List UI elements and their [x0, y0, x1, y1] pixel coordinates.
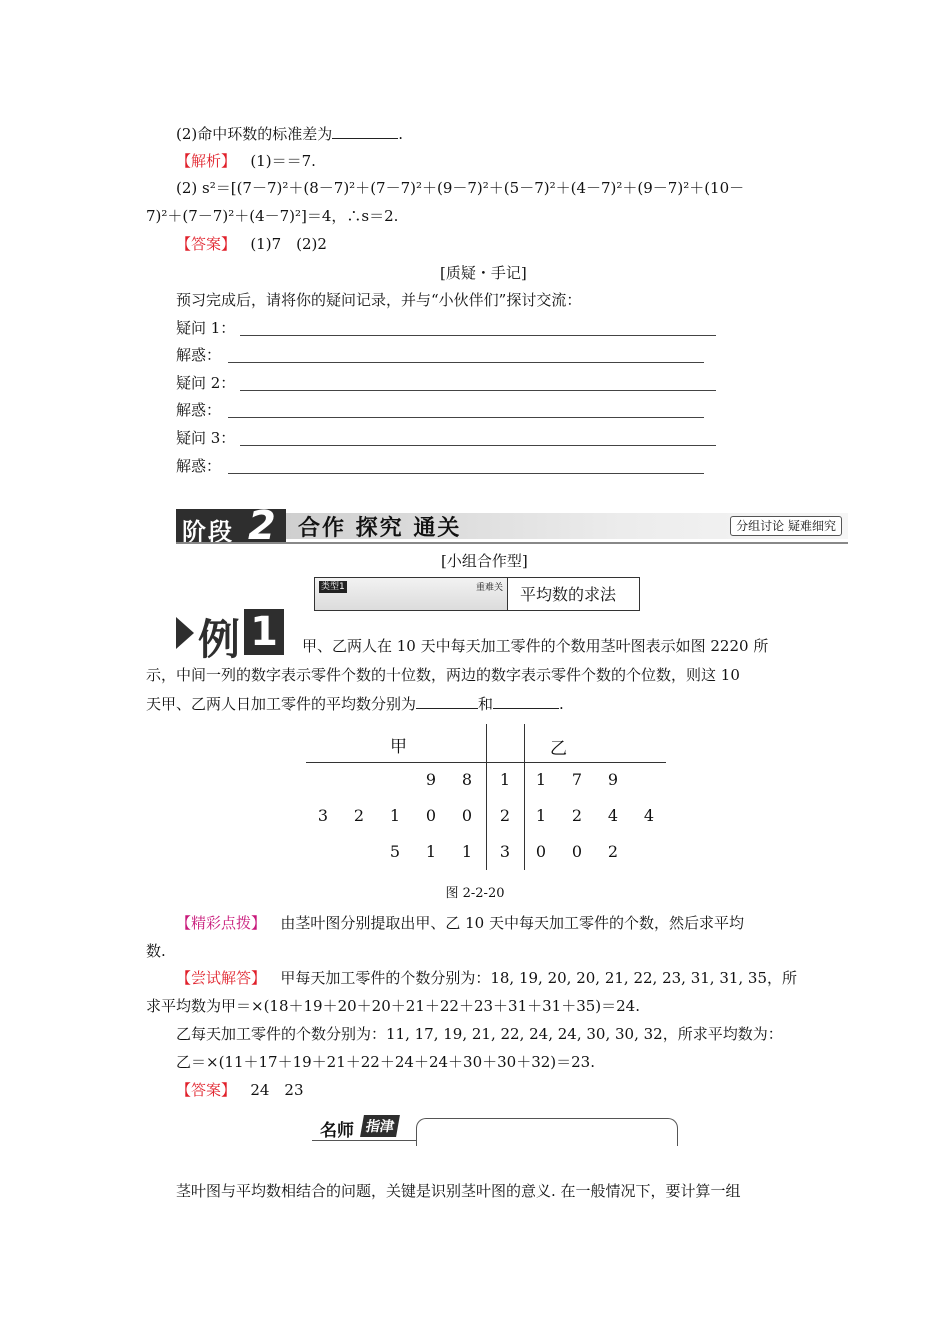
answer-tag: 【答案】 — [176, 1081, 237, 1099]
example-badge — [176, 609, 288, 664]
hint-tag: 【精彩点拨】 — [176, 914, 267, 932]
stem-leaf-plot — [306, 724, 666, 870]
leaf-left: 0 — [425, 806, 437, 825]
attempt-line-3: 乙每天加工零件的个数分别为：11, 17, 19, 21, 22, 24, 24, 30, 30, 32，所求平均数为： — [176, 1025, 783, 1043]
notes-intro: 预习完成后，请将你的疑问记录，并与“小伙伴们”探讨交流： — [176, 291, 582, 309]
type-box — [314, 577, 640, 611]
teacher-tip-box — [312, 1112, 678, 1146]
analysis-tag: 【解析】 — [176, 152, 237, 170]
stage-number: 2 — [248, 503, 276, 549]
leaf-left: 2 — [353, 806, 365, 825]
attempt-line-4: 乙＝×(11＋17＋19＋21＋22＋24＋24＋30＋30＋32)＝23. — [176, 1053, 595, 1071]
note-line[interactable] — [240, 389, 716, 391]
teacher-label: 名师 — [320, 1121, 354, 1141]
note-line[interactable] — [240, 334, 716, 336]
group-header: [小组合作型] — [441, 552, 528, 570]
note-line[interactable] — [228, 361, 704, 363]
note-line[interactable] — [228, 416, 704, 418]
type-name: 平均数的求法 — [520, 585, 617, 604]
attempt-tag: 【尝试解答】 — [176, 969, 267, 987]
closing-paragraph: 茎叶图与平均数相结合的问题，关键是识别茎叶图的意义. 在一般情况下，要计算一组 — [176, 1182, 741, 1200]
answer-blank — [332, 124, 398, 139]
note-row-a1: 解惑： — [176, 346, 222, 364]
note-line[interactable] — [240, 444, 716, 446]
stage-underline — [176, 542, 848, 544]
example-line-1: 甲、乙两人在 10 天中每天加工零件的个数用茎叶图表示如图 2220 所 — [302, 637, 769, 655]
answer-blank — [416, 694, 478, 709]
right-header: 乙 — [550, 739, 567, 759]
analysis-line: 【解析】 (1)＝＝7. — [176, 152, 316, 170]
note-line[interactable] — [228, 472, 704, 474]
leaf-left: 5 — [389, 842, 401, 861]
leaf-left: 9 — [425, 770, 437, 789]
arrow-icon — [176, 617, 194, 649]
stem: 3 — [499, 842, 511, 861]
answer-tag: 【答案】 — [176, 235, 237, 253]
stage-label-box — [176, 503, 286, 549]
leaf-right: 1 — [535, 806, 547, 825]
stage-tag: 分组讨论 疑难细究 — [730, 516, 842, 536]
leaf-left: 1 — [425, 842, 437, 861]
note-row-q1: 疑问 1： — [176, 319, 236, 337]
leaf-left: 8 — [461, 770, 473, 789]
leaf-right: 0 — [571, 842, 583, 861]
leaf-right: 2 — [607, 842, 619, 861]
formula-line-2: 7)²＋(7－7)²＋(4－7)²]＝4，∴s＝2. — [146, 207, 399, 225]
example-line-3: 天甲、乙两人日加工零件的平均数分别为 和 . — [146, 695, 564, 713]
type-tag: 类型1 — [321, 582, 345, 592]
teacher-label-badge: 指津 — [360, 1115, 400, 1137]
note-row-q2: 疑问 2： — [176, 374, 236, 392]
stage-title: 合作 探究 通关 — [298, 516, 462, 541]
leaf-right: 7 — [571, 770, 583, 789]
formula-line-1: (2) s²＝[(7－7)²＋(8－7)²＋(7－7)²＋(9－7)²＋(5－7)²＋(4－7)²＋(9－7)²＋(10－ — [176, 179, 745, 197]
example-line-2: 示，中间一列的数字表示零件个数的十位数，两边的数字表示零件个数的个位数，则这 10 — [146, 666, 740, 684]
teacher-baseline — [312, 1140, 416, 1141]
leaf-right: 2 — [571, 806, 583, 825]
note-row-q3: 疑问 3： — [176, 429, 236, 447]
attempt-line-2: 求平均数为甲＝×(18＋19＋20＋20＋21＋22＋23＋31＋31＋35)＝24. — [146, 997, 640, 1015]
leaf-right: 1 — [535, 770, 547, 789]
answer-blank — [493, 694, 559, 709]
figure-caption: 图 2-2-20 — [445, 886, 505, 901]
type-box-banner — [315, 578, 508, 610]
note-row-a2: 解惑： — [176, 401, 222, 419]
note-row-a3: 解惑： — [176, 457, 222, 475]
leaf-right: 9 — [607, 770, 619, 789]
left-header: 甲 — [390, 737, 407, 757]
difficulty-tag: 重难关 — [475, 583, 503, 593]
leaf-left: 1 — [389, 806, 401, 825]
hint-line-1: 【精彩点拨】 由茎叶图分别提取出甲、乙 10 天中每天加工零件的个数，然后求平均 — [176, 914, 744, 932]
answer-line-1: 【答案】 (1)7 (2)2 — [176, 235, 327, 253]
leaf-right: 4 — [607, 806, 619, 825]
notes-header: [质疑・手记] — [440, 264, 527, 282]
example-number: 1 — [244, 609, 284, 655]
stem-divider-right — [524, 724, 525, 870]
stage-prefix: 阶段 — [182, 518, 234, 546]
leaf-right: 0 — [535, 842, 547, 861]
stem: 1 — [499, 770, 511, 789]
leaf-left: 0 — [461, 806, 473, 825]
stage-banner — [176, 503, 848, 549]
leaf-left: 3 — [317, 806, 329, 825]
attempt-line-1: 【尝试解答】 甲每天加工零件的个数分别为：18, 19, 20, 20, 21, 22, 23, 31, 31, 35，所 — [176, 969, 798, 987]
question-2: (2)命中环数的标准差为 . — [176, 125, 404, 143]
example-char: 例 — [198, 615, 241, 664]
leaf-right: 4 — [643, 806, 655, 825]
leaf-left: 1 — [461, 842, 473, 861]
hint-line-2: 数. — [146, 942, 166, 960]
answer-line-2: 【答案】 24 23 — [176, 1081, 304, 1099]
stem-divider-left — [486, 724, 487, 870]
stem: 2 — [499, 806, 511, 825]
teacher-frame — [416, 1118, 678, 1146]
